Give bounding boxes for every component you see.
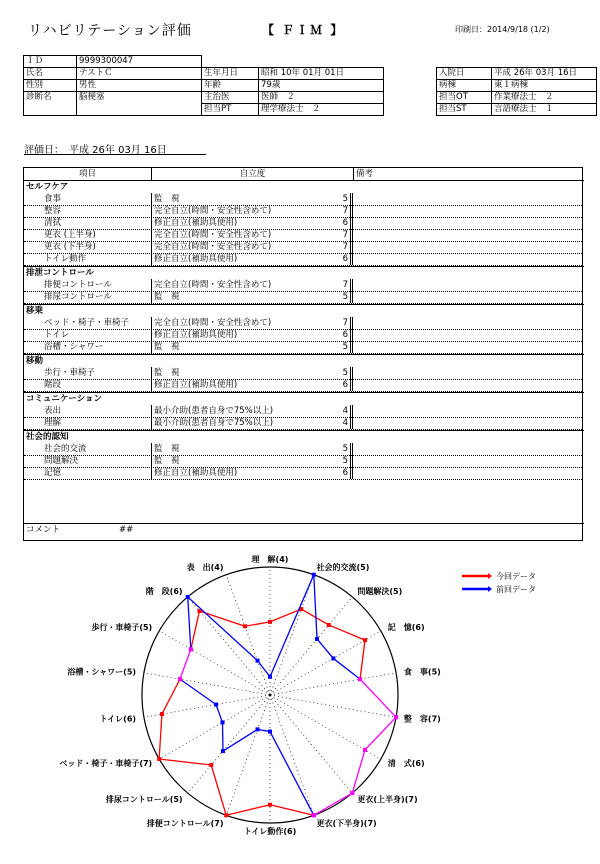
item-level: 修正自立(補助具使用)	[151, 217, 351, 229]
series-point-1	[363, 748, 367, 752]
series-point-1	[189, 647, 193, 651]
radar-axis	[270, 695, 314, 815]
radar-axis-label: 整 容(7)	[403, 714, 441, 724]
comment-row	[24, 523, 584, 536]
series-point-1	[331, 656, 335, 660]
radar-axis-label: 表 出(4)	[186, 563, 224, 573]
note-divider	[352, 367, 353, 379]
series-line-0	[162, 679, 180, 714]
radar-axis-label: 清 式(6)	[387, 759, 425, 768]
birth-value: 昭和 10年 01月 01日	[259, 68, 384, 80]
item-score: 5	[342, 292, 348, 302]
radar-axis-label: 排便コントロール(7)	[146, 818, 224, 828]
item-level: 修正自立(補助具使用)	[151, 253, 351, 265]
item-name: 更衣 (上半身)	[44, 230, 96, 240]
series-point-1	[358, 677, 362, 681]
radar-axis-label: 歩行・車椅子(5)	[91, 623, 153, 632]
note-divider	[352, 467, 353, 479]
doctor-label: 主治医	[202, 92, 259, 104]
item-name: 理解	[44, 418, 62, 428]
fim-heading: 【 ＦＩＭ 】	[262, 23, 345, 37]
item-level: 修正自立(補助具使用)	[151, 467, 351, 479]
series-point-1	[268, 730, 272, 734]
note-divider	[352, 443, 353, 455]
st-value: 言語療法士 １	[492, 104, 597, 116]
pt-label: 担当PT	[202, 104, 259, 116]
series-line-1	[257, 661, 270, 677]
series-point-0	[327, 623, 331, 627]
table-row	[24, 379, 582, 392]
series-point-1	[394, 715, 398, 719]
item-score: 6	[342, 468, 348, 478]
radar-axis	[270, 695, 396, 717]
note-divider	[352, 217, 353, 229]
radar-axis-label: 更衣(上半身)(7)	[357, 795, 418, 805]
series-line-0	[159, 714, 162, 759]
category-header: セルフケア	[24, 180, 584, 193]
legend-arrow-1	[488, 586, 492, 592]
series-point-0	[160, 712, 164, 716]
doctor-value: 医師 ２	[259, 92, 384, 104]
series-line-0	[159, 759, 211, 765]
col-note-header: 備考	[356, 169, 374, 179]
item-level: 最小介助(患者自身で75%以上)	[151, 417, 351, 429]
series-point-1	[221, 749, 225, 753]
name-label: 氏名	[24, 68, 77, 80]
table-row	[24, 291, 582, 304]
item-name: 社会的交流	[44, 444, 87, 454]
series-point-0	[243, 624, 247, 628]
item-score: 7	[342, 242, 348, 252]
item-score: 7	[342, 280, 348, 290]
fim-radar-chart	[0, 548, 600, 864]
radar-center	[269, 694, 272, 697]
series-line-1	[314, 575, 317, 639]
series-point-1	[312, 573, 316, 577]
item-score: 5	[342, 368, 348, 378]
series-point-1	[350, 791, 354, 795]
item-level: 監 視	[151, 291, 351, 303]
series-line-0	[226, 805, 270, 816]
radar-axis	[270, 597, 352, 695]
col-level-header: 自立度	[151, 168, 354, 180]
item-score: 6	[342, 380, 348, 390]
note-divider	[352, 241, 353, 253]
report-title: リハビリテーション評価	[28, 23, 192, 39]
item-level: 最小介助(患者自身で75%以上)	[151, 405, 351, 417]
note-divider	[352, 229, 353, 241]
item-score: 7	[342, 318, 348, 328]
note-divider	[352, 405, 353, 417]
category-header: 社会的認知	[24, 430, 584, 443]
item-score: 6	[342, 330, 348, 340]
item-score: 6	[342, 254, 348, 264]
radar-axis	[270, 695, 352, 793]
radar-axis-label: 社会的交流(5)	[316, 563, 370, 573]
series-point-1	[255, 659, 259, 663]
item-name: 問題解決	[44, 456, 79, 466]
item-name: トイレ動作	[44, 254, 87, 264]
table-row	[24, 253, 582, 266]
series-point-0	[268, 803, 272, 807]
item-level: 修正自立(補助具使用)	[151, 329, 351, 341]
admit-label: 入院日	[437, 68, 492, 80]
col-item-header: 項目	[79, 169, 97, 179]
item-level: 完全自立(時間・安全性含めて)	[151, 229, 351, 241]
note-divider	[352, 317, 353, 329]
series-line-1	[216, 705, 223, 723]
item-level: 監 視	[151, 341, 351, 353]
item-level: 修正自立(補助具使用)	[151, 379, 351, 391]
item-score: 4	[342, 418, 348, 428]
note-divider	[352, 341, 353, 353]
table-row	[24, 467, 582, 480]
series-point-0	[209, 763, 213, 767]
item-level: 完全自立(時間・安全性含めて)	[151, 205, 351, 217]
legend-arrow-0	[488, 573, 492, 579]
item-name: 記憶	[44, 468, 62, 478]
eval-date-underline	[24, 154, 206, 155]
name-value: テストＣ	[77, 68, 202, 80]
item-level: 監 視	[151, 443, 351, 455]
item-score: 6	[342, 218, 348, 228]
eval-date: 評価日： 平成 26年 03月 16日	[24, 145, 167, 156]
item-name: 整容	[44, 206, 62, 216]
note-divider	[352, 291, 353, 303]
ward-label: 病棟	[437, 80, 492, 92]
item-name: 歩行・車椅子	[44, 368, 96, 378]
series-line-0	[360, 640, 365, 679]
print-date: 印刷日：2014/9/18 (1/2)	[455, 25, 550, 34]
ot-value: 作業療法士 ２	[492, 92, 597, 104]
radar-axis-label: 問題解決(5)	[357, 586, 403, 596]
radar-axis-label: 浴槽・シャワー(5)	[67, 667, 137, 677]
item-name: 表出	[44, 406, 62, 416]
series-point-1	[268, 675, 272, 679]
category-header: コミュニケーション	[24, 392, 584, 405]
item-level: 完全自立(時間・安全性含めて)	[151, 317, 351, 329]
category-header: 移動	[24, 354, 584, 367]
series-line-0	[180, 649, 191, 679]
note-divider	[352, 279, 353, 291]
pt-value: 理学療法士 ２	[259, 104, 384, 116]
radar-axis	[188, 695, 270, 793]
id-value: 9999300047	[77, 56, 202, 68]
series-line-1	[317, 639, 333, 658]
item-score: 5	[342, 444, 348, 454]
series-line-1	[188, 597, 191, 649]
category-header: 移乗	[24, 304, 584, 317]
series-line-1	[270, 732, 314, 816]
series-line-1	[180, 679, 216, 704]
legend-label-1: 前回データ	[496, 585, 536, 594]
series-point-0	[157, 757, 161, 761]
age-label: 年齢	[202, 80, 259, 92]
note-divider	[352, 417, 353, 429]
note-divider	[352, 329, 353, 341]
note-divider	[352, 205, 353, 217]
series-point-0	[363, 638, 367, 642]
series-point-0	[268, 620, 272, 624]
series-point-1	[220, 720, 224, 724]
series-line-0	[211, 765, 226, 815]
series-line-0	[329, 625, 365, 640]
radar-axis-label: トイレ(6)	[99, 714, 137, 724]
id-label: ＩＤ	[24, 56, 77, 68]
category-header: 排泄コントロール	[24, 266, 584, 279]
series-line-0	[270, 805, 314, 816]
item-score: 7	[342, 230, 348, 240]
st-label: 担当ST	[437, 104, 492, 116]
diag-value: 脳梗塞	[77, 92, 202, 116]
patient-info-table	[23, 55, 597, 116]
comment-label: コメント	[26, 525, 61, 535]
radar-axis	[144, 673, 270, 695]
sex-value: 男性	[77, 80, 202, 92]
item-level: 完全自立(時間・安全性含めて)	[151, 279, 351, 291]
item-name: ベッド・椅子・車椅子	[44, 318, 130, 328]
radar-axis-label: 更衣(下半身)(7)	[316, 818, 377, 828]
radar-axis	[226, 575, 270, 695]
age-value: 79歳	[259, 80, 384, 92]
radar-axis	[226, 695, 270, 815]
item-level: 監 視	[151, 193, 351, 205]
item-score: 7	[342, 206, 348, 216]
radar-axis-label: トイレ動作(6)	[243, 827, 297, 836]
fim-table	[23, 167, 583, 541]
ward-value: 東１病棟	[492, 80, 597, 92]
series-line-1	[223, 729, 258, 751]
admit-value: 平成 26年 03月 16日	[492, 68, 597, 80]
note-divider	[352, 455, 353, 467]
item-name: 階段	[44, 380, 62, 390]
series-line-0	[365, 717, 396, 750]
series-point-1	[255, 727, 259, 731]
radar-axis-label: 理 解(4)	[251, 555, 289, 564]
series-point-1	[186, 595, 190, 599]
legend-label-0: 今回データ	[496, 572, 536, 581]
series-point-1	[315, 637, 319, 641]
note-divider	[352, 379, 353, 391]
series-point-1	[214, 703, 218, 707]
series-line-1	[333, 658, 360, 679]
series-line-1	[270, 575, 314, 677]
item-name: 排尿コントロール	[44, 292, 112, 302]
series-line-1	[188, 597, 258, 661]
item-name: トイレ	[44, 330, 70, 340]
item-name: 排便コントロール	[44, 280, 112, 290]
item-level: 完全自立(時間・安全性含めて)	[151, 241, 351, 253]
note-divider	[352, 253, 353, 265]
item-level: 監 視	[151, 455, 351, 467]
table-row	[24, 417, 582, 430]
series-line-0	[245, 622, 270, 626]
series-point-1	[312, 813, 316, 817]
radar-axis-label: 記 憶(6)	[387, 623, 425, 632]
item-score: 5	[342, 342, 348, 352]
series-line-0	[191, 611, 200, 649]
item-score: 4	[342, 406, 348, 416]
item-name: 食事	[44, 194, 62, 204]
diag-label: 診断名	[24, 92, 77, 116]
radar-axis-label: ベッド・椅子・車椅子(7)	[59, 759, 153, 768]
radar-axis	[270, 575, 314, 695]
item-name: 更衣 (下半身)	[44, 242, 96, 252]
note-divider	[352, 193, 353, 205]
sex-label: 性別	[24, 80, 77, 92]
radar-axis-label: 食 事(5)	[403, 667, 441, 677]
item-score: 5	[342, 456, 348, 466]
item-score: 5	[342, 194, 348, 204]
item-name: 浴槽・シャワー	[44, 342, 104, 352]
birth-label: 生年月日	[202, 68, 259, 80]
series-point-1	[178, 677, 182, 681]
series-line-0	[314, 793, 352, 815]
table-row	[24, 341, 582, 354]
item-level: 監 視	[151, 367, 351, 379]
item-name: 清拭	[44, 218, 62, 228]
ot-label: 担当OT	[437, 92, 492, 104]
radar-axis-label: 排尿コントロール(5)	[105, 795, 183, 805]
radar-axis-label: 階 段(6)	[145, 586, 183, 596]
radar-axis	[270, 673, 396, 695]
series-point-0	[224, 813, 228, 817]
comment-value: ##	[119, 525, 134, 535]
